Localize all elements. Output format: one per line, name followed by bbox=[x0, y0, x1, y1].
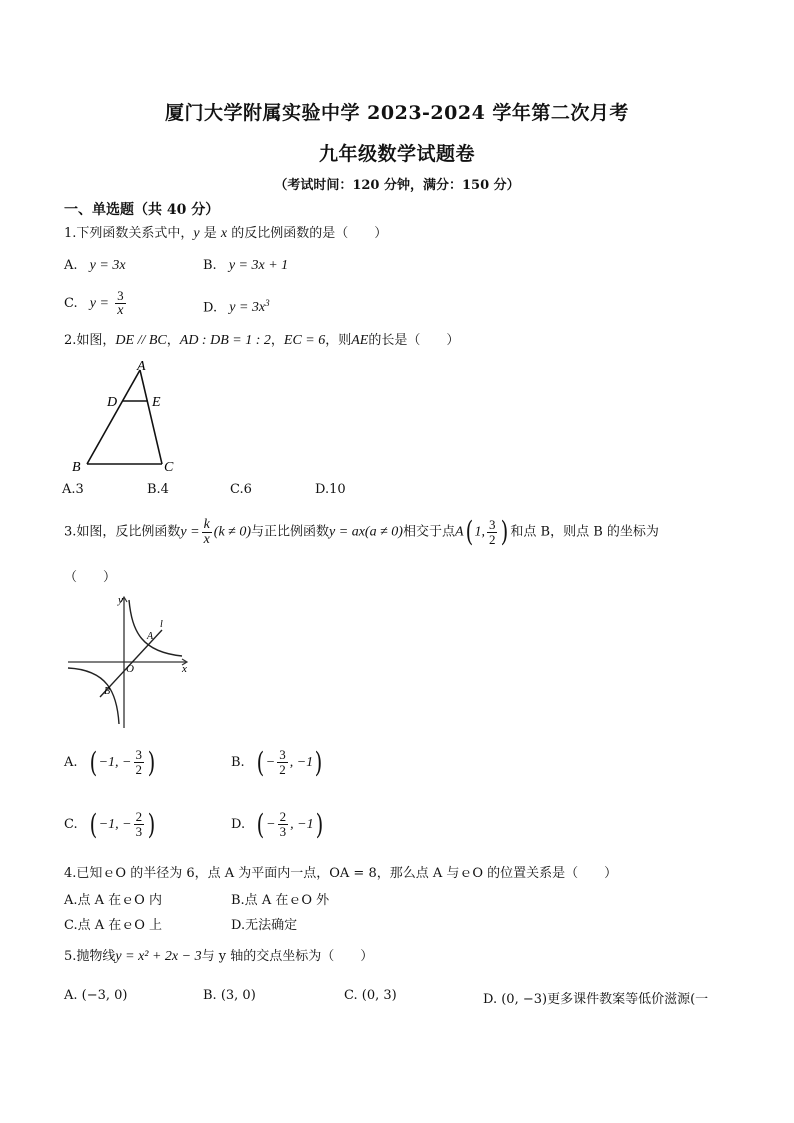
q3-option-c-label: C. bbox=[64, 817, 78, 832]
q1-var-x: x bbox=[220, 226, 228, 241]
q3-option-c[interactable]: C. ( −1, − $\frac{2}{3}$ ) bbox=[64, 808, 156, 841]
q3-option-a-den: 2 bbox=[135, 762, 143, 777]
q1-option-a-formula: y = 3x bbox=[89, 258, 126, 273]
q2-condition-parallel: DE // BC bbox=[115, 333, 167, 348]
q4-option-c[interactable]: C.点 A 在ｅO 上 bbox=[64, 918, 163, 933]
q1-option-c-label: C. bbox=[64, 296, 78, 311]
q3-option-d-fraction bbox=[278, 810, 289, 839]
question-5-stem bbox=[64, 947, 373, 967]
q3-option-b-label: B. bbox=[231, 755, 245, 770]
y-axis-label: y bbox=[118, 594, 123, 606]
q2-stem-pre: 2.如图， bbox=[64, 333, 116, 348]
q2-var-ae: AE bbox=[351, 333, 369, 348]
q1-option-c-fraction bbox=[115, 289, 126, 318]
q3-func1-num: k bbox=[203, 516, 210, 532]
q1-option-c-lhs: y = bbox=[89, 295, 109, 311]
q1-option-c[interactable] bbox=[64, 289, 128, 318]
q4-option-d[interactable]: D.无法确定 bbox=[231, 918, 298, 933]
q3-func1-fraction bbox=[202, 518, 212, 547]
q2-option-b[interactable]: B.4 bbox=[147, 482, 169, 497]
q1-option-b-label: B. bbox=[203, 258, 217, 273]
point-a-label: A bbox=[147, 631, 154, 642]
page-subtitle: 九年级数学试题卷 bbox=[318, 143, 475, 165]
q5-stem-post: 与 y 轴的交点坐标为（ ） bbox=[201, 949, 374, 964]
q2-sep2: ， bbox=[270, 333, 284, 348]
q5-function: y = x² + 2x − 3 bbox=[115, 949, 202, 964]
vertex-e-label: E bbox=[152, 395, 161, 410]
q3-graph-figure bbox=[62, 592, 194, 732]
q5-option-d[interactable] bbox=[483, 988, 708, 1007]
q1-option-d-formula: y = 3x bbox=[229, 300, 266, 316]
q3-option-d-den: 3 bbox=[279, 824, 287, 839]
q2-sep1: ， bbox=[166, 333, 180, 348]
q3-stem-tail: （ ） bbox=[64, 570, 117, 585]
vertex-d-label: D bbox=[107, 395, 118, 410]
q3-option-c-fraction bbox=[134, 810, 145, 839]
line-l-label: l bbox=[160, 619, 163, 630]
q3-option-c-den: 3 bbox=[135, 824, 143, 839]
q3-option-d-label: D. bbox=[231, 817, 246, 832]
point-b-label: B bbox=[104, 686, 111, 697]
q3-option-d-lead: − bbox=[266, 817, 276, 832]
q3-func2: y = ax(a ≠ 0) bbox=[329, 524, 403, 540]
question-1-stem bbox=[64, 224, 387, 244]
q5-option-a[interactable]: A. (−3, 0) bbox=[64, 988, 128, 1003]
q3-point-a-num: 3 bbox=[488, 516, 496, 532]
q1-option-b-formula: y = 3x + 1 bbox=[228, 258, 289, 273]
q3-stem-mid2: 相交于点 bbox=[402, 524, 455, 540]
q5-option-c[interactable]: C. (0, 3) bbox=[344, 988, 397, 1003]
q3-func1-den: x bbox=[203, 531, 210, 547]
q3-option-a-num: 3 bbox=[135, 747, 143, 762]
q3-stem-post: 和点 B，则点 B 的坐标为 bbox=[510, 524, 659, 540]
q1-option-a[interactable] bbox=[64, 258, 126, 274]
q1-option-d-label: D. bbox=[203, 300, 218, 316]
q1-option-a-label: A. bbox=[64, 258, 78, 273]
q3-option-b[interactable]: B. ( − $\frac{3}{2}$ , −1) bbox=[231, 746, 323, 779]
q3-option-c-lead: −1, − bbox=[98, 817, 132, 832]
q3-option-a-label: A. bbox=[64, 755, 78, 770]
edge-ac bbox=[140, 370, 162, 464]
q3-option-d-num: 2 bbox=[279, 809, 287, 824]
q3-stem-mid1: 与正比例函数 bbox=[251, 524, 330, 540]
exam-info: （考试时间：120 分钟，满分：150 分） bbox=[274, 178, 520, 193]
q2-option-a[interactable]: A.3 bbox=[62, 482, 84, 497]
q1-stem-pre: 1.下列函数关系式中， bbox=[64, 226, 194, 241]
q3-func1-lhs: y = bbox=[180, 524, 200, 540]
x-axis-label: x bbox=[182, 663, 187, 675]
q5-stem-pre: 5.抛物线 bbox=[64, 949, 116, 964]
q1-option-c-den: x bbox=[117, 303, 124, 318]
edge-ab bbox=[87, 370, 140, 464]
q5-option-d-watermark: 更多课件教案等低价滋源(一 bbox=[547, 992, 709, 1007]
q3-option-b-num: 3 bbox=[279, 747, 286, 762]
origin-label: O bbox=[126, 663, 134, 675]
q1-option-b[interactable] bbox=[203, 258, 288, 274]
q1-var-y: y bbox=[193, 226, 200, 241]
q3-option-a[interactable]: A. ( −1, − $\frac{3}{2}$ ) bbox=[64, 746, 156, 779]
q1-stem-post: 的反比例函数的是（ ） bbox=[227, 226, 388, 241]
q3-stem-pre: 3.如图，反比例函数 bbox=[64, 524, 181, 540]
q3-option-b-tail: , −1 bbox=[289, 755, 314, 770]
q4-option-a[interactable]: A.点 A 在ｅO 内 bbox=[64, 893, 162, 908]
q3-option-d[interactable]: D. ( − $\frac{2}{3}$ , −1) bbox=[231, 808, 323, 841]
q3-option-d-tail: , −1 bbox=[290, 817, 314, 832]
vertex-c-label: C bbox=[164, 460, 174, 475]
section-heading: 一、单选题（共 40 分） bbox=[64, 202, 220, 218]
vertex-a-label: A bbox=[137, 359, 146, 374]
q3-point-a-name: A bbox=[454, 524, 464, 540]
q3-option-b-den: 2 bbox=[279, 762, 286, 777]
q3-option-a-lead: −1, − bbox=[98, 755, 132, 770]
vertex-b-label: B bbox=[72, 460, 81, 475]
q3-option-c-num: 2 bbox=[135, 809, 143, 824]
q2-condition-ratio: AD : DB = 1 : 2 bbox=[179, 333, 271, 348]
q2-option-c[interactable]: C.6 bbox=[230, 482, 252, 497]
q3-option-b-lead: − bbox=[265, 755, 276, 770]
q3-point-a-x: 1, bbox=[474, 524, 485, 540]
question-3-stem: 3.如图，反比例函数y = $\frac{k}{x}$ (k ≠ 0)与正比例函数y = ax(a ≠ 0)相交于点A( 1, $\frac{3}{2}$ ) 和点 B，则点 B 的坐标为 bbox=[64, 515, 659, 548]
page-title: 厦门大学附属实验中学 2023-2024 学年第二次月考 bbox=[165, 102, 629, 124]
q1-option-d-exponent: 3 bbox=[265, 298, 270, 308]
q1-option-c-num: 3 bbox=[117, 288, 124, 303]
q3-func1-cond: (k ≠ 0) bbox=[213, 524, 252, 540]
q3-point-a-fraction bbox=[487, 518, 498, 547]
q1-stem-mid: 是 bbox=[199, 226, 221, 241]
q3-point-a-den: 2 bbox=[488, 531, 496, 547]
q1-option-d[interactable] bbox=[203, 298, 270, 316]
q2-triangle-figure bbox=[60, 358, 190, 476]
question-2-stem bbox=[64, 331, 459, 351]
q5-option-b[interactable]: B. (3, 0) bbox=[203, 988, 256, 1003]
q2-condition-ec: EC = 6 bbox=[283, 333, 326, 348]
q3-option-a-fraction bbox=[134, 748, 145, 777]
q3-option-b-fraction bbox=[277, 748, 288, 777]
q2-stem-mid: ，则 bbox=[325, 333, 352, 348]
q4-option-b[interactable]: B.点 A 在ｅO 外 bbox=[231, 893, 330, 908]
q2-stem-post: 的长是（ ） bbox=[368, 333, 460, 348]
question-4-stem: 4.已知ｅO 的半径为 6，点 A 为平面内一点，OA = 8，那么点 A 与ｅO 的位置关系是（ ） bbox=[64, 866, 618, 881]
q2-option-d[interactable]: D.10 bbox=[315, 482, 346, 497]
q5-option-d-value: D. (0, −3) bbox=[483, 992, 548, 1007]
